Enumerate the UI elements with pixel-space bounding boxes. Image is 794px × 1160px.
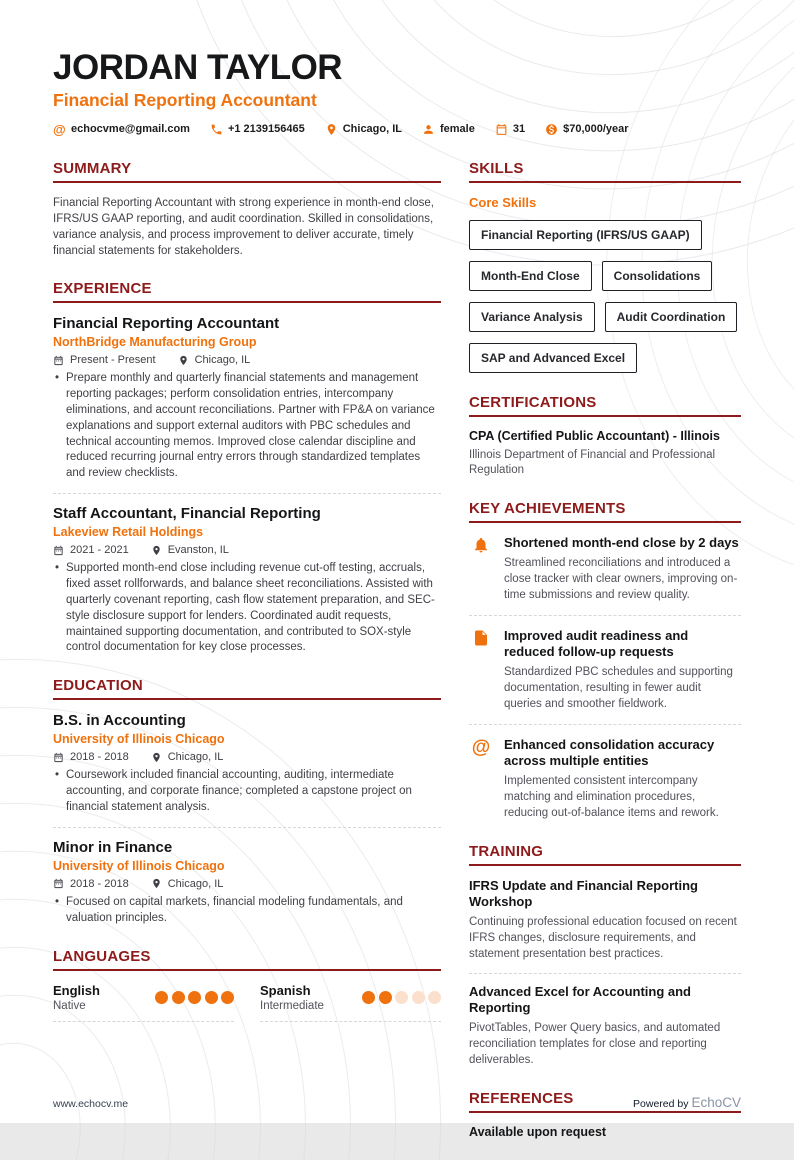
calendar-icon	[53, 545, 64, 556]
calendar-icon	[495, 123, 508, 136]
summary-heading: SUMMARY	[53, 160, 441, 183]
footer	[53, 1095, 741, 1110]
training-heading: TRAINING	[469, 843, 741, 866]
education-list	[53, 712, 441, 926]
certification-item	[469, 429, 741, 479]
location-pin-icon	[151, 752, 162, 763]
skill-tag: Consolidations	[602, 261, 713, 291]
at-icon: @	[471, 736, 491, 758]
experience-list	[53, 315, 441, 656]
education-item	[53, 712, 441, 816]
achievement-body	[504, 628, 741, 713]
achievement-item	[469, 724, 741, 822]
certifications-heading: CERTIFICATIONS	[469, 394, 741, 417]
level-dot-filled	[221, 991, 234, 1004]
achievement-item	[469, 615, 741, 713]
bell-icon	[469, 535, 493, 604]
contact-item	[422, 123, 475, 136]
skill-tag: SAP and Advanced Excel	[469, 343, 637, 373]
section-languages	[53, 948, 441, 1022]
candidate-name: JORDAN TAYLOR	[53, 48, 343, 87]
footer-site-url: www.echocv.me	[53, 1098, 129, 1110]
contact-value: $70,000/year	[563, 123, 629, 136]
skill-tag: Audit Coordination	[605, 302, 738, 332]
person-icon	[422, 123, 435, 136]
language-level: Intermediate	[260, 999, 324, 1012]
training-description: PivotTables, Power Query basics, and automated reconciliation templates for close and reporting deliverables.	[469, 1022, 721, 1067]
contact-item	[545, 123, 628, 136]
level-dot-empty	[412, 991, 425, 1004]
job-meta	[53, 354, 441, 366]
level-dot-empty	[428, 991, 441, 1004]
training-item	[469, 878, 741, 963]
company-name: Lakeview Retail Holdings	[53, 525, 204, 540]
achievement-title: Improved audit readiness and reduced follow-up requests	[504, 627, 689, 659]
achievements-heading: KEY ACHIEVEMENTS	[469, 500, 741, 523]
education-location: Chicago, IL	[167, 877, 224, 890]
school-name: University of Illinois Chicago	[53, 732, 225, 747]
contact-value: 31	[512, 123, 526, 136]
education-location: Chicago, IL	[167, 751, 224, 764]
level-dot-filled	[379, 991, 392, 1004]
achievement-title: Enhanced consolidation accuracy across multiple entities	[504, 736, 715, 768]
job-bullets	[53, 371, 441, 482]
job-dates: 2021 - 2021	[70, 544, 129, 557]
phone-icon	[210, 123, 223, 136]
level-dot-filled	[205, 991, 218, 1004]
language-proficiency-dots	[362, 991, 441, 1004]
location-pin-icon	[151, 545, 162, 556]
language-item	[53, 983, 234, 1022]
language-item	[260, 983, 441, 1022]
school-name: University of Illinois Chicago	[53, 858, 225, 873]
level-dot-filled	[155, 991, 168, 1004]
level-dot-filled	[172, 991, 185, 1004]
achievement-description: Standardized PBC schedules and supporting documentation, resulting in fewer audit queries and smoother fieldwork.	[504, 666, 733, 710]
contact-value: Chicago, IL	[342, 123, 402, 136]
powered-by-text: Powered by	[633, 1098, 689, 1110]
skills-heading: SKILLS	[469, 160, 741, 183]
education-meta	[53, 878, 441, 890]
languages-heading: LANGUAGES	[53, 948, 441, 971]
section-skills	[469, 160, 741, 373]
job-location: Evanston, IL	[167, 544, 229, 557]
contact-item	[210, 123, 305, 136]
achievement-description: Implemented consistent intercompany matching and elimination procedures, reducing out-of-balance items and rework.	[504, 775, 719, 819]
document-icon	[469, 628, 493, 713]
level-dot-filled	[362, 991, 375, 1004]
education-dates: 2018 - 2018	[70, 751, 129, 764]
calendar-icon	[53, 752, 64, 763]
level-dot-empty	[395, 991, 408, 1004]
at-icon: @	[53, 121, 66, 137]
contact-item	[495, 123, 525, 136]
contact-value: +1 2139156465	[227, 123, 305, 136]
certification-title: CPA (Certified Public Accountant) - Illinois	[469, 428, 720, 443]
skill-tag: Variance Analysis	[469, 302, 595, 332]
left-column	[53, 160, 441, 1160]
location-pin-icon	[178, 355, 189, 366]
section-education	[53, 677, 441, 926]
job-bullet: • Prepare monthly and quarterly financial statements and management reporting packages; perform consolidation entries, intercompany eliminations, and account reconciliations. Partner with FP&A on variance explanations and support external auditors with PBC schedules and technical accounting memos. Improved close calendar discipline and reduced recurring journal entry errors through standardized templates and review checklists.	[53, 371, 441, 482]
contact-value: echocvme@gmail.com	[71, 123, 190, 136]
contact-row	[53, 123, 741, 136]
experience-heading: EXPERIENCE	[53, 280, 441, 303]
references-text: Available upon request	[469, 1124, 607, 1139]
right-column	[469, 160, 741, 1160]
achievements-list	[469, 535, 741, 822]
footer-powered-by	[633, 1095, 741, 1110]
section-experience	[53, 280, 441, 656]
training-list	[469, 878, 741, 1069]
experience-item	[53, 315, 441, 482]
cv-header	[0, 0, 794, 136]
training-item	[469, 973, 741, 1069]
section-key-achievements	[469, 500, 741, 822]
contact-value: female	[440, 123, 475, 136]
job-location: Chicago, IL	[194, 354, 251, 367]
achievement-body	[504, 535, 741, 604]
job-dates: Present - Present	[70, 354, 156, 367]
skill-tag: Financial Reporting (IFRS/US GAAP)	[469, 220, 702, 250]
education-bullets	[53, 895, 441, 927]
references-heading: REFERENCES	[469, 1090, 741, 1113]
education-item	[53, 827, 441, 927]
skill-tag: Month-End Close	[469, 261, 592, 291]
experience-item	[53, 493, 441, 656]
location-pin-icon	[151, 878, 162, 889]
job-bullets	[53, 561, 441, 656]
degree-title: B.S. in Accounting	[53, 712, 186, 730]
language-label	[53, 983, 100, 1012]
training-description: Continuing professional education focused on recent IFRS changes, disclosure requirements, and statement presentation best practices.	[469, 916, 737, 960]
brand-name: EchoCV	[691, 1095, 741, 1110]
calendar-icon	[53, 878, 64, 889]
achievement-description: Streamlined reconciliations and introduced a close tracker with clear owners, improving on-time submissions and review quality.	[504, 557, 738, 601]
summary-text: Financial Reporting Accountant with strong experience in month-end close, IFRS/US GAAP reporting, and audit coordination. Skilled in consolidations, variance analysis, and process improvement to deliver accurate, timely financial statements for stakeholders.	[53, 196, 434, 258]
job-title: Staff Accountant, Financial Reporting	[53, 505, 321, 523]
skills-group-label: Core Skills	[469, 194, 537, 210]
education-dates: 2018 - 2018	[70, 877, 129, 890]
certifications-list	[469, 429, 741, 479]
languages-list	[53, 983, 441, 1022]
contact-item	[53, 123, 190, 136]
education-bullet: • Coursework included financial accounting, auditing, intermediate accounting, and corporate finance; completed a capstone project on financial statement analysis.	[53, 768, 441, 816]
company-name: NorthBridge Manufacturing Group	[53, 335, 257, 350]
language-name: English	[53, 982, 100, 998]
skills-tag-list	[469, 220, 741, 373]
language-label	[260, 983, 324, 1012]
location-icon	[325, 123, 338, 136]
job-bullet: • Supported month-end close including revenue cut-off testing, accruals, fixed asset rollforwards, and balance sheet reconciliations. Assisted with quarterly covenant reporting, cash flow statement preparation, and SEC-style disclosure support for lenders. Coordinated audit requests, maintained supporting documentation, and contributed to SOX-style control documentation for key close processes.	[53, 561, 441, 656]
achievement-title: Shortened month-end close by 2 days	[504, 534, 739, 550]
degree-title: Minor in Finance	[53, 838, 173, 856]
education-bullets	[53, 768, 441, 816]
achievement-body	[504, 737, 741, 822]
education-bullet: • Focused on capital markets, financial modeling fundamentals, and valuation principles.	[53, 895, 441, 927]
level-dot-filled	[188, 991, 201, 1004]
section-training	[469, 843, 741, 1069]
job-title: Financial Reporting Accountant	[53, 315, 280, 333]
language-level: Native	[53, 999, 86, 1012]
language-name: Spanish	[260, 982, 311, 998]
certification-issuer: Illinois Department of Financial and Professional Regulation	[469, 448, 716, 477]
achievement-item	[469, 535, 741, 604]
training-title: IFRS Update and Financial Reporting Workshop	[469, 877, 698, 910]
section-summary	[53, 160, 441, 259]
job-meta	[53, 544, 441, 556]
education-heading: EDUCATION	[53, 677, 441, 700]
section-certifications	[469, 394, 741, 479]
salary-icon	[545, 123, 558, 136]
training-title: Advanced Excel for Accounting and Reporting	[469, 983, 692, 1016]
education-meta	[53, 751, 441, 763]
calendar-icon	[53, 355, 64, 366]
candidate-job-title: Financial Reporting Accountant	[53, 89, 317, 110]
contact-item	[325, 123, 402, 136]
language-proficiency-dots	[155, 991, 234, 1004]
